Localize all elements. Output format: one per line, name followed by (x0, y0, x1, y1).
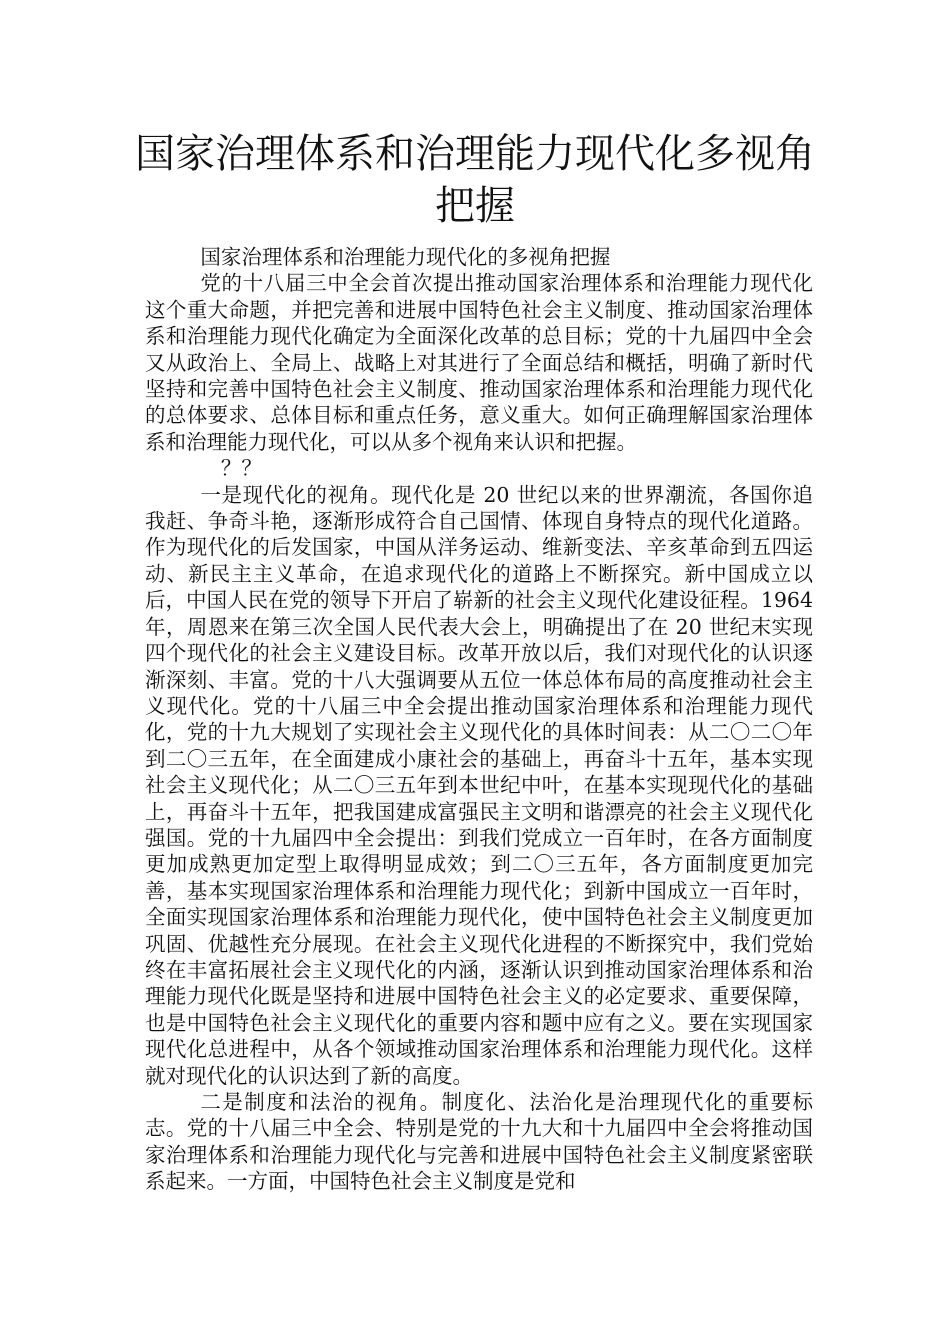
document-body (145, 244, 813, 1195)
document-title: 国家治理体系和治理能力现代化多视角把握 (135, 131, 815, 229)
paragraph-institutions-rule-of-law: 二是制度和法治的视角。制度化、法治化是治理现代化的重要标志。党的十八届三中全会、特别是党的十九大和十九届四中全会将推动国家治理体系和治理能力现代化与完善和进展中国特色社会主义制度紧密联系起来。一方面，中国特色社会主义制度是党和 (145, 1090, 813, 1194)
paragraph-intro: 党的十八届三中全会首次提出推动国家治理体系和治理能力现代化这个重大命题，并把完善和进展中国特色社会主义制度、推动国家治理体系和治理能力现代化确定为全面深化改革的总目标；党的十九届四中全会又从政治上、全局上、战略上对其进行了全面总结和概括，明确了新时代坚持和完善中国特色社会主义制度、推动国家治理体系和治理能力现代化的总体要求、总体目标和重点任务，意义重大。如何正确理解国家治理体系和治理能力现代化，可以从多个视角来认识和把握。 (145, 271, 813, 454)
document-subtitle: 国家治理体系和治理能力现代化的多视角把握 (200, 245, 611, 269)
paragraph-modernization: 一是现代化的视角。现代化是 20 世纪以来的世界潮流，各国你追我赶、争奇斗艳，逐渐形成符合自己国情、体现自身特点的现代化道路。作为现代化的后发国家，中国从洋务运动、维新变法、辛亥革命到五四运动、新民主主义革命，在追求现代化的道路上不断探究。新中国成立以后，中国人民在党的领导下开启了崭新的社会主义现代化建设征程。1964 年，周恩来在第三次全国人民代表大会上，明确提出了在 20 世纪末实现四个现代化的社会主义建设目标。改革开放以后，我们对现代化的认识逐渐深刻、丰富。党的十八大强调要从五位一体总体布局的高度推动社会主义现代化。党的十八届三中全会提出推动国家治理体系和治理能力现代化，党的十九大规划了实现社会主义现代化的具体时间表：从二〇二〇年到二〇三五年，在全面建成小康社会的基础上，再奋斗十五年，基本实现社会主义现代化；从二〇三五年到本世纪中叶，在基本实现现代化的基础上，再奋斗十五年，把我国建成富强民主文明和谐漂亮的社会主义现代化强国。党的十九届四中全会提出：到我们党成立一百年时，在各方面制度更加成熟更加定型上取得明显成效；到二〇三五年，各方面制度更加完善，基本实现国家治理体系和治理能力现代化；到新中国成立一百年时，全面实现国家治理体系和治理能力现代化，使中国特色社会主义制度更加巩固、优越性充分展现。在社会主义现代化进程的不断探究中，我们党始终在丰富拓展社会主义现代化的内涵，逐渐认识到推动国家治理体系和治理能力现代化既是坚持和进展中国特色社会主义的必定要求、重要保障，也是中国特色社会主义现代化的重要内容和题中应有之义。要在实现国家现代化总进程中，从各个领域推动国家治理体系和治理能力现代化。这样就对现代化的认识达到了新的高度。 (145, 482, 813, 1088)
paragraph-separator: ？？ (220, 456, 262, 481)
